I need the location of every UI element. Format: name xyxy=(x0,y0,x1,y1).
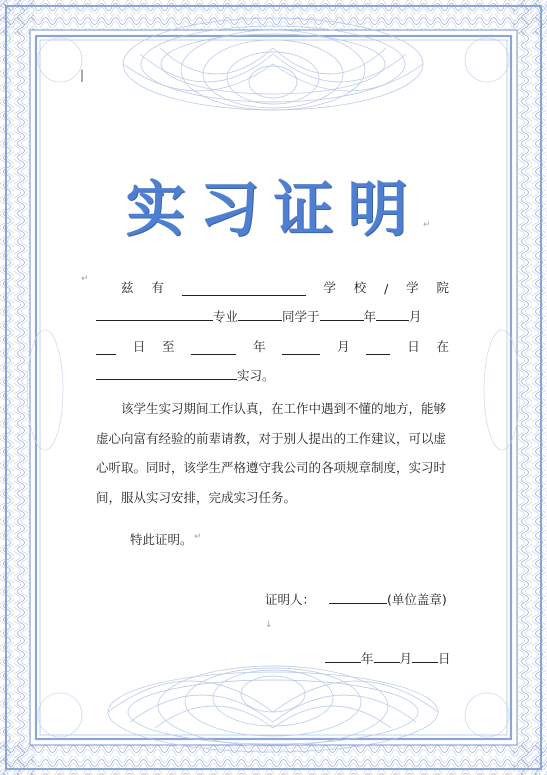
text-tongxueyu: 同学于 xyxy=(282,309,320,324)
end-day-blank xyxy=(366,342,390,355)
text-xue2: 学 xyxy=(406,280,419,295)
certifier-blank xyxy=(329,591,387,604)
school-blank xyxy=(182,283,306,296)
major-blank xyxy=(96,308,213,321)
text-yuan: 院 xyxy=(436,280,449,295)
fill-line-2 xyxy=(96,307,422,325)
sign-month-blank xyxy=(374,650,400,663)
text-xue: 学 xyxy=(323,280,336,295)
sign-ri: 日 xyxy=(438,651,451,666)
text-nian: 年 xyxy=(363,309,377,324)
fill-line-4 xyxy=(96,366,275,384)
text-slash: / xyxy=(384,281,389,296)
text-zhuanye: 专业 xyxy=(213,309,239,324)
student-blank xyxy=(238,308,282,321)
end-month-blank xyxy=(282,342,320,355)
fill-line-3 xyxy=(96,337,449,355)
sign-nian: 年 xyxy=(361,651,374,666)
text-zai: 在 xyxy=(436,339,449,354)
company-blank xyxy=(96,367,237,380)
start-day-blank xyxy=(96,342,116,355)
text-nian2: 年 xyxy=(253,339,266,354)
text-zi: 兹 xyxy=(121,280,134,295)
fill-line-1 xyxy=(121,278,449,296)
cursor-mark: | xyxy=(80,68,85,82)
seal-label: (单位盖章) xyxy=(387,592,447,607)
text-ri2: 日 xyxy=(407,339,420,354)
text-zhi: 至 xyxy=(162,339,175,354)
body-paragraph: 该学生实习期间工作认真，在工作中遇到不懂的地方，能够虚心向富有经验的前辈请教，对于别人提出的工作建议，可以虚心听取。同时，该学生严格遵守我公司的各项规章制度，实习时间，服从实习安排，完成实习任务。 xyxy=(96,401,447,505)
signature-line xyxy=(265,590,447,608)
certificate-title: 实习证明 xyxy=(125,175,422,245)
text-shixi: 实习。 xyxy=(237,368,275,383)
sign-year-blank xyxy=(325,650,361,663)
sign-yue: 月 xyxy=(399,651,413,666)
closing-text: 特此证明。 xyxy=(130,532,193,547)
text-ri: 日 xyxy=(132,339,146,354)
paragraph-mark: ↵ xyxy=(194,532,202,542)
paragraph-mark: ↓ xyxy=(265,620,273,630)
date-line xyxy=(325,649,451,667)
text-yue2: 月 xyxy=(337,339,350,354)
text-xiao: 校 xyxy=(353,280,367,295)
text-you: 有 xyxy=(151,280,164,295)
sign-day-blank xyxy=(412,650,438,663)
certifier-label: 证明人： xyxy=(265,592,316,607)
start-year-blank xyxy=(320,308,364,321)
text-yue: 月 xyxy=(409,309,422,324)
paragraph-mark: ↵ xyxy=(81,274,89,284)
paragraph-mark: ↵ xyxy=(423,220,431,230)
end-year-blank xyxy=(191,342,236,355)
start-month-blank xyxy=(376,308,409,321)
